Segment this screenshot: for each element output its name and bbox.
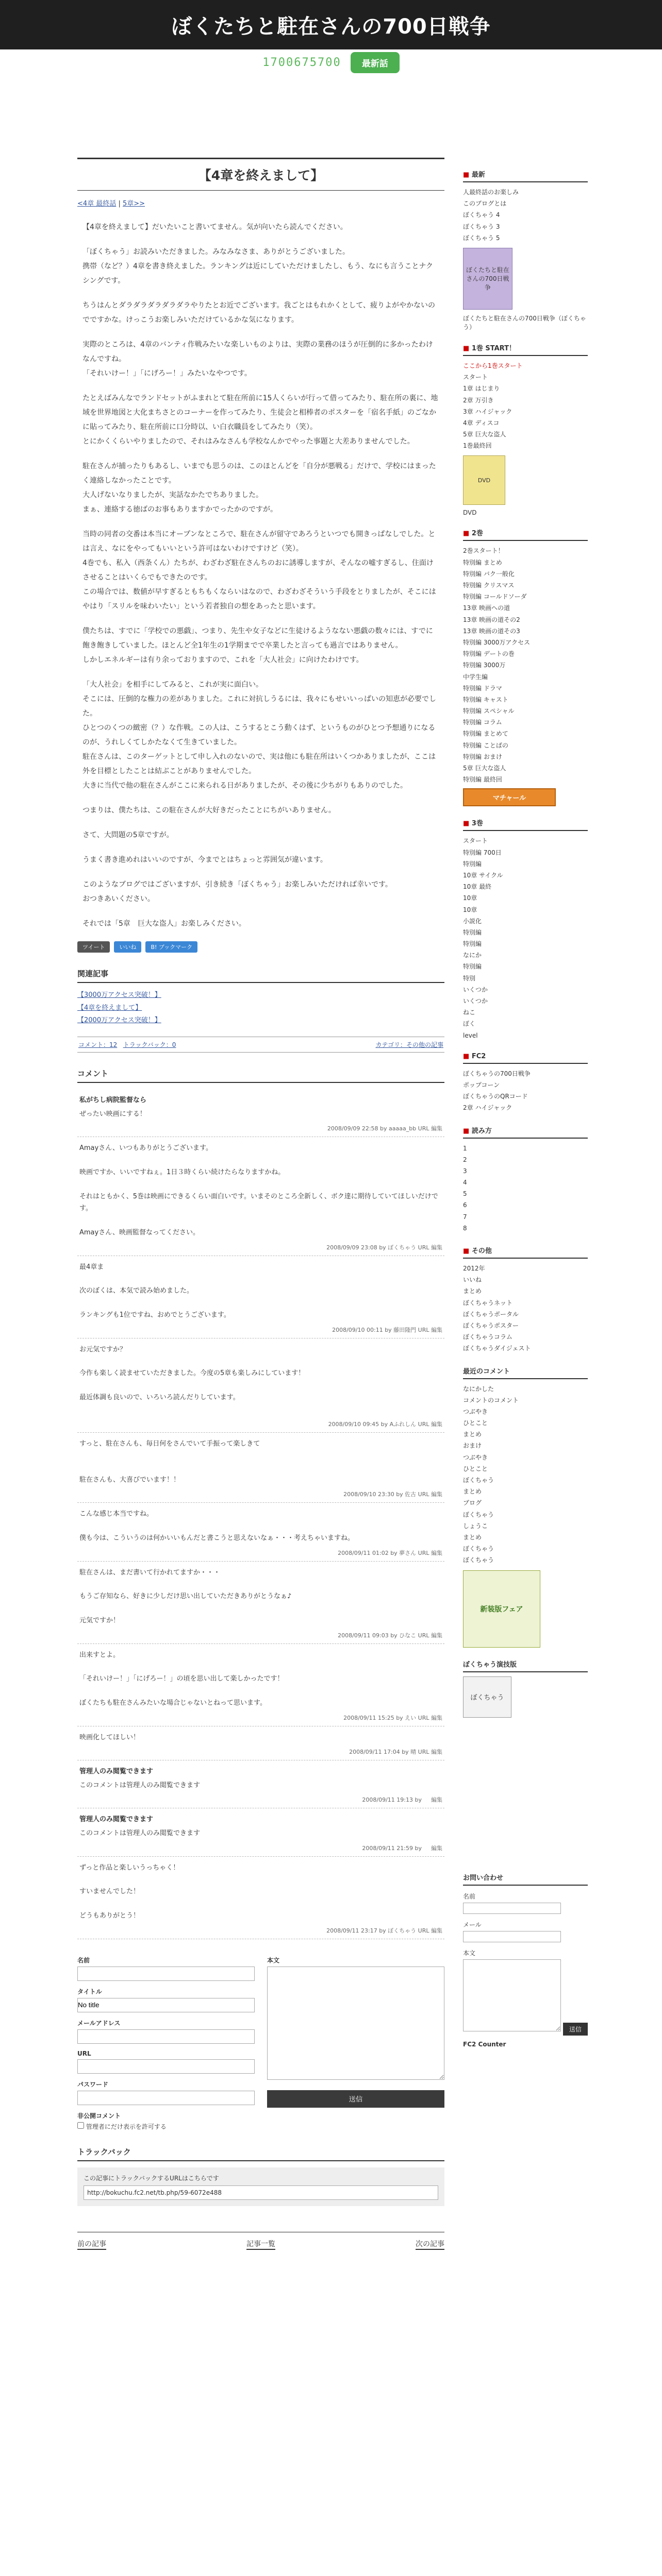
related-item	[77, 1002, 444, 1015]
bullet-icon: ■	[463, 344, 470, 352]
sidebar-item[interactable]: ぼくちゃう 5	[463, 234, 500, 242]
sidebar-item[interactable]: ねこ	[463, 1009, 476, 1016]
sidebar-item[interactable]: おまけ	[463, 1442, 482, 1450]
sidebar-item[interactable]: いくつか	[463, 997, 488, 1005]
comment-body: お元気ですか？ 今作も楽しく読ませていただきました。今度の5章も楽しみにしています！ 最近体調も良いので、いろいろ読んだりしています。	[79, 1345, 305, 1402]
sidebar-item[interactable]: ぼくちゃうネット	[463, 1299, 513, 1307]
sidebar-item[interactable]: 4	[463, 1179, 467, 1187]
trackback-box	[77, 2167, 444, 2206]
sidebar-item[interactable]: 3	[463, 1167, 467, 1175]
secret-checkbox[interactable]	[77, 2122, 84, 2129]
sidebar-item[interactable]: 特別編 キャスト	[463, 696, 508, 703]
sidebar-item[interactable]: ぼくちゃう	[463, 1545, 494, 1553]
sidebar-item[interactable]: 特別編 ことばの	[463, 741, 508, 749]
sidebar-item[interactable]: 5	[463, 1190, 467, 1198]
sidebar-item[interactable]: 特別編	[463, 940, 482, 948]
article-paragraph: 駐在さんが捕ったりもあるし、いまでも思うのは、このほとんどを「自分が悪戦る」だけで、学校にはまったく連絡しなかったことです。 大人げないなりましたが、実話なかたでちありました。 まぁ、連絡する徳ばのお事もありますかでったかのですが。	[82, 462, 436, 514]
vol3-heading	[463, 818, 588, 831]
sidebar-item[interactable]: 3章 ハイジャック	[463, 408, 512, 415]
article-paragraph: 僕たちは、すでに「学校での悪戯」、つまり、先生や女子などに生徒けるようなない悪戯の数々には、すでに飽き飽きしていました。ほとんど全1年生の1学期までで卒業したと言っても過言ではありません。 しかしエネルギーは有り余っておりますので、これを「大人社会」に向けたわけです。	[82, 627, 433, 664]
next-chapter-link[interactable]: 5章>>	[122, 200, 145, 208]
sidebar-item[interactable]: ぼくちゃう 4	[463, 211, 500, 219]
sidebar-item[interactable]: このブログとは	[463, 200, 507, 208]
name-label: 名前	[77, 1956, 90, 1964]
comment-item	[77, 1644, 444, 1726]
sidebar-item[interactable]: 人最終話のお楽しみ	[463, 189, 519, 196]
latest-button[interactable]: 最新話	[351, 52, 400, 73]
sidebar-item[interactable]: 特別編 まとめて	[463, 730, 508, 738]
comment-form	[77, 1950, 444, 2131]
sidebar-item[interactable]: 13章 映画への道	[463, 604, 510, 612]
article-paragraph: 【4章を終えまして】だいたいこと書いてません。気が向いたら読んでください。	[82, 223, 347, 231]
title-label: タイトル	[77, 1988, 102, 1995]
sidebar-item[interactable]: つぶやき	[463, 1453, 488, 1461]
comment-title: 管理人のみ閲覧できます	[79, 1767, 154, 1775]
sidebar-item[interactable]: 特別編 おまけ	[463, 753, 502, 760]
tweet-button[interactable]: ツイート	[77, 941, 110, 953]
sidebar-item[interactable]: 2章 万引き	[463, 396, 494, 404]
reading-heading	[463, 1125, 588, 1139]
comment-body: 駐在さんは、まだ書いて行かれてますか・・・ もうご存知なら、好きに少しだけ思い出していただきありがとうなぁ♪ 元気ですか！	[79, 1568, 292, 1625]
sidebar-item[interactable]: ぼくちゃう	[463, 1556, 494, 1564]
article-paragraph: 「大人社会」を相手にしてみると、これが実に面白い。 そこには、圧倒的な権力の差がありました。これに対抗しうるには、我々にもせいいっぱいの知恵が必要でした。 ひとつのくつの緻密（？）な作戦。この人は、こうするとこう動くはず、というものがひとつ予想通りになるのが、うれしくてしかたなくて生きていました。 駐在さんは、このターゲットとして申し入れのないので、実は他にも駐在所はいくつかありましたが、ここは外を目標としたことは結ぶことがありませんでした。 大きに当代で他の駐在さんがここに来られる日がありましたが、その後に少ちがりもありのでした。	[82, 681, 436, 790]
related-link[interactable]: 【2000万アクセス突破！】	[77, 1016, 161, 1025]
next-article-link[interactable]: 次の記事	[416, 2239, 444, 2250]
vol2-heading	[463, 528, 588, 541]
sidebar-item[interactable]: 1章 はじまり	[463, 385, 500, 393]
comment-item	[77, 1433, 444, 1503]
more-heading-text: その他	[471, 1247, 492, 1255]
dvd-caption: DVD	[463, 509, 477, 517]
reading-list	[463, 1143, 588, 1234]
comment-list	[77, 1089, 444, 1939]
recent-heading-text: 最近のコメント	[463, 1367, 510, 1376]
sidebar-item[interactable]: 特別編 ドラマ	[463, 684, 502, 692]
sidebar-item[interactable]: ぼくちゃうポータル	[463, 1310, 519, 1318]
prev-article-link[interactable]: 前の記事	[77, 2239, 106, 2250]
comment-item	[77, 1256, 444, 1338]
sidebar-item[interactable]: しょうこ	[463, 1522, 488, 1530]
latest-heading-text: 最新	[471, 171, 485, 179]
sidebar-item[interactable]: まとめ	[463, 1287, 482, 1295]
sidebar-item[interactable]: ぼくちゃうのQRコード	[463, 1093, 528, 1100]
trackback-text: この記事にトラックバックするURLはこちらです	[84, 2174, 219, 2182]
inquiry-form	[463, 1872, 588, 2048]
comment-meta[interactable]: 2008/09/11 01:02 by 夢さん URL 編集	[338, 1549, 442, 1556]
comment-body: このコメントは管理人のみ閲覧できます	[79, 1829, 201, 1838]
sidebar-item[interactable]: 特別編 コールドソーダ	[463, 593, 527, 601]
sidebar-item[interactable]: いくつか	[463, 986, 488, 993]
comment-item	[77, 1808, 444, 1856]
sidebar-item[interactable]: なにか	[463, 952, 482, 959]
vol3-list	[463, 835, 588, 1041]
inquiry-heading: お問い合わせ	[463, 1872, 588, 1886]
sidebar-item[interactable]: 特別編 3000万アクセス	[463, 638, 530, 646]
start-list	[463, 360, 588, 452]
comment-body: 出来すとよ。 「それいけー！」「にげろー！」の頃を思い出して楽しかったです！ ぼくたちも駐在さんみたいな場合じゃないとねって思います。	[79, 1651, 284, 1707]
trackback-heading: トラックバック	[77, 2146, 444, 2161]
bullet-icon: ■	[463, 1247, 470, 1255]
sidebar-item[interactable]: 10章	[463, 894, 477, 902]
sidebar-item[interactable]: 8	[463, 1224, 467, 1232]
inquiry-email-label: メール	[463, 1921, 482, 1928]
bullet-icon: ■	[463, 171, 470, 179]
comment-body: すっと、駐在さんも、毎日何をさんでいて手振って楽しきて 駐在さんも、大喜びでいます！！	[79, 1439, 260, 1484]
sidebar-item[interactable]: 特別編 バク一般化	[463, 570, 515, 578]
promo-banner[interactable]: マチャール	[463, 788, 556, 806]
comment-item	[77, 1338, 444, 1433]
comment-meta[interactable]: 2008/09/09 22:58 by aaaaa_bb URL 編集	[327, 1125, 442, 1132]
sidebar-item[interactable]: ぼくちゃうコラム	[463, 1333, 512, 1341]
inquiry-name-label: 名前	[463, 1892, 476, 1900]
prev-chapter-link[interactable]: <4章 最終話	[77, 200, 117, 208]
comment-body: 最4章ま 次のぼくは、本気で読み始めました。 ランキングも1位ですね、おめでとうございます。	[79, 1263, 230, 1319]
sidebar-item[interactable]: level	[463, 1031, 478, 1039]
ticker	[0, 49, 662, 75]
book-cover[interactable]: ぼくたちと駐在さんの700日戦争	[463, 248, 512, 310]
sidebar-item[interactable]: 特別編 700日	[463, 849, 502, 856]
sidebar-item[interactable]: 10章 最終	[463, 883, 492, 891]
sidebar-item[interactable]: ひとこと	[463, 1465, 488, 1472]
sidebar-item[interactable]: まとめ	[463, 1488, 482, 1496]
vol2-list	[463, 545, 588, 785]
email-input[interactable]	[77, 2029, 255, 2044]
trackback-url[interactable]: http://bokuchu.fc2.net/tb.php/59-6072e488	[84, 2185, 438, 2200]
submit-button[interactable]: 送信	[267, 2090, 444, 2108]
sidebar-item[interactable]: まとめ	[463, 1431, 482, 1438]
more-list	[463, 1263, 588, 1354]
sidebar-item[interactable]: まとめ	[463, 1533, 482, 1541]
secret-text: 管理者にだけ表示を許可する	[86, 2123, 167, 2130]
fair-banner[interactable]: 新装版フェア	[463, 1570, 540, 1648]
article-paragraph: 「ぼくちゃう」お読みいただきました。みなみなさま、ありがとうございました。 携帯（など？）4章を書き終えました。ランキングは近にしていただけましたし、もう、なにも言うことナクシングです。	[82, 248, 433, 285]
bullet-icon: ■	[463, 820, 470, 828]
related-list	[77, 989, 444, 1027]
sidebar-item[interactable]: スタート	[463, 837, 488, 845]
vol3-heading-text: 3巻	[471, 820, 483, 828]
bullet-icon: ■	[463, 1052, 470, 1060]
sidebar-item[interactable]: ポップコーン	[463, 1081, 500, 1089]
share-bar	[77, 941, 444, 953]
comment-item	[77, 1562, 444, 1644]
comment-count-link[interactable]: コメント：12	[78, 1041, 118, 1049]
comment-meta[interactable]: 2008/09/10 00:11 by 藤田隆門 URL 編集	[332, 1326, 442, 1333]
access-counter: 1700675700	[262, 56, 341, 69]
nav-separator: |	[118, 200, 121, 208]
sidebar-item[interactable]: 2	[463, 1156, 467, 1163]
inquiry-body-label: 本文	[463, 1949, 476, 1957]
like-button[interactable]: いいね	[114, 941, 141, 953]
vol2-heading-text: 2巻	[471, 530, 483, 538]
comment-meta[interactable]: 2008/09/11 21:59 by 編集	[362, 1844, 442, 1852]
sidebar-item[interactable]: 5章 巨大な盗人	[463, 765, 506, 772]
comment-title: 管理人のみ閲覧できます	[79, 1816, 154, 1824]
comment-body: ぜったい映画にする！	[79, 1110, 146, 1118]
fc2-list	[463, 1068, 588, 1114]
related-item	[77, 989, 444, 1002]
comment-meta[interactable]: 2008/09/11 19:13 by 編集	[362, 1797, 442, 1804]
sidebar-item[interactable]: 中学生編	[463, 673, 488, 681]
article-body	[77, 220, 444, 931]
secret-label: 非公開コメント	[77, 2112, 121, 2120]
sidebar-item[interactable]: ひとこと	[463, 1419, 488, 1427]
sidebar-item[interactable]: つぶやき	[463, 1408, 488, 1415]
comment-meta[interactable]: 2008/09/11 23:17 by ぼくちゃう URL 編集	[326, 1927, 442, 1934]
comment-body: 映画化してほしい！	[79, 1733, 140, 1741]
sidebar-item[interactable]: 1巻最終回	[463, 442, 492, 450]
comment-meta[interactable]: 2008/09/11 17:04 by 晴 URL 編集	[349, 1748, 442, 1755]
start-heading	[463, 343, 588, 356]
sidebar-item[interactable]: 4章 ディスコ	[463, 419, 500, 427]
sidebar-item[interactable]: ぼくちゃうの700日戦争	[463, 1070, 531, 1077]
sidebar-item[interactable]: 特別編	[463, 860, 482, 868]
inquiry-body-textarea[interactable]	[463, 1959, 561, 2031]
comment-body: ずっと作品と楽しいうっちゃく！ すいませんでした！ どうもありがとう！	[79, 1863, 180, 1920]
article-paragraph: つまりは、僕たちは、この駐在さんが大好きだったことにちがいありません。	[82, 806, 336, 815]
fc2-heading	[463, 1053, 588, 1064]
sidebar-item[interactable]: 特別編 コラム	[463, 719, 502, 726]
inquiry-name-input[interactable]	[463, 1903, 561, 1914]
sidebar-item[interactable]: 13章 映画の道その2	[463, 616, 520, 623]
sidebar-item[interactable]: 特別編 まとめ	[463, 558, 502, 566]
article-meta	[77, 1037, 444, 1053]
sidebar-item[interactable]: 特別編	[463, 928, 482, 936]
dvd-cover[interactable]: DVD	[463, 455, 505, 505]
sidebar-item[interactable]: 10章 サイクル	[463, 871, 503, 879]
bookmark-button[interactable]: B! ブックマーク	[145, 941, 197, 953]
comment-item	[77, 1760, 444, 1808]
more-heading	[463, 1245, 588, 1259]
sidebar-item[interactable]: ぼくちゃう 3	[463, 223, 500, 230]
body-textarea[interactable]	[267, 1967, 444, 2080]
email-label: メールアドレス	[77, 2019, 121, 2027]
recent-heading	[463, 1366, 588, 1379]
comment-meta[interactable]: 2008/09/11 09:03 by ひなこ URL 編集	[338, 1632, 442, 1639]
name-input[interactable]	[77, 1967, 255, 1981]
sidebar-item[interactable]: 2012年	[463, 1265, 485, 1272]
pager	[77, 2232, 444, 2250]
comment-meta[interactable]: 2008/09/11 15:25 by えい URL 編集	[343, 1714, 442, 1721]
sidebar-item[interactable]: 2章 ハイジャック	[463, 1104, 512, 1112]
article-paragraph: ちうはんとダラダラダラダラダラやりたとお近でございます。我ごとはもれかくとして、疲りよがやかないのでですかな。けっこうお楽しみいただけているかな気になります。	[82, 301, 436, 324]
comment-body: Amayさん、いつもありがとうございます。 映画ですか、いいですねぇ。1日３時くらい続けたらなりますかね。 それはともかく、5巻は映画にできるくらい面白いです。いまそのところ全新しく、ボク達に期待していてほしいだけです。 Amayさん、映画監督なってください。	[79, 1144, 438, 1237]
sidebar-item[interactable]: いいね	[463, 1276, 482, 1284]
sidebar-item[interactable]: 7	[463, 1213, 467, 1221]
site-header	[0, 0, 662, 49]
sidebar-item[interactable]: ぼくちゃうポスター	[463, 1321, 519, 1329]
sidebar-item[interactable]: 特別編 デートの巻	[463, 650, 515, 658]
latest-heading	[463, 169, 588, 182]
comment-item	[77, 1857, 444, 1939]
latest-list	[463, 187, 588, 244]
inquiry-email-input[interactable]	[463, 1931, 561, 1942]
url-input[interactable]	[77, 2059, 255, 2074]
related-link[interactable]: 【3000万アクセス突破！】	[77, 991, 161, 999]
comment-item	[77, 1726, 444, 1760]
sidebar-item[interactable]: 6	[463, 1201, 467, 1209]
comment-item	[77, 1089, 444, 1137]
comment-meta[interactable]: 2008/09/10 23:30 by 佐古 URL 編集	[343, 1491, 442, 1498]
sidebar-item[interactable]: 5章 巨大な盗人	[463, 431, 506, 438]
sidebar-item[interactable]: 2巻スタート！	[463, 547, 504, 555]
sidebar-item[interactable]: ぼくちゃう	[463, 1477, 494, 1484]
comment-body: このコメントは管理人のみ閲覧できます	[79, 1781, 201, 1789]
site-title[interactable]: ぼくたちと駐在さんの700日戦争	[171, 14, 491, 39]
recent-comments-list	[463, 1383, 588, 1566]
sidebar	[463, 158, 588, 2048]
fc2-heading-text: FC2	[471, 1052, 486, 1060]
bullet-icon: ■	[463, 530, 470, 538]
trackback-count-link[interactable]: トラックバック：0	[123, 1041, 176, 1049]
comment-meta[interactable]: 2008/09/10 09:45 by Aふれしん URL 編集	[328, 1420, 442, 1428]
comment-body: こんな感じ本当ですね。 僕も今は、こういうのは何かいいもんだと書こうと思えないなぁ・・・考えちゃいますね。	[79, 1510, 355, 1543]
sidebar-item[interactable]: 特別編	[463, 963, 482, 971]
article-list-link[interactable]: 記事一覧	[246, 2239, 275, 2250]
sidebar-item[interactable]: 特別編 3000万	[463, 662, 506, 669]
sidebar-item[interactable]: 13章 映画の道その3	[463, 627, 520, 635]
bullet-icon: ■	[463, 1127, 470, 1135]
sidebar-item[interactable]: コメントのコメント	[463, 1396, 519, 1404]
sidebar-item[interactable]: ここから1巻スタート	[463, 362, 523, 369]
title-input[interactable]	[77, 1998, 255, 2012]
start-heading-text: 1巻 START！	[471, 344, 516, 352]
sidebar-item[interactable]: 特別編 スペシャル	[463, 707, 515, 715]
sidebar-item[interactable]: 10章	[463, 906, 477, 913]
sidebar-item[interactable]: 特別編 クリスマス	[463, 582, 515, 589]
article-nav	[77, 198, 444, 208]
article-paragraph: それでは「5章 巨大な盗人」お楽しみください。	[82, 920, 246, 928]
comments-heading: コメント	[77, 1068, 444, 1083]
related-heading: 関連記事	[77, 968, 444, 983]
article-paragraph: さて、大問題の5章ですが。	[82, 831, 174, 839]
sidebar-item[interactable]: 1	[463, 1144, 467, 1152]
article-paragraph: 当時の同者の交番は本当にオープンなところで、駐在さんが留守であろうといつでも開きっぱなしでした。とは言え、なにをやってもいいという許可はないわけですけど（笑）。 4巻でも、私入（西条くん）たちが、わざわざ駐在さんちのおに誘導しますが、そんなの嘘すぎるし、住面けさせることはいくらでもできたのです。 この場合では、数値が早すぎるともちもくならいはなので、わざわざそういう手段をとりましたが、そこにはやはり「スリルを味わいたい」という若者独自の想をあったと思います。	[82, 530, 436, 611]
char-heading: ぼくちゃう演技版	[463, 1659, 588, 1672]
password-input[interactable]	[77, 2091, 255, 2105]
article-paragraph: たとえばみんなでランドセットがふまれとて駐在所前に15人くらいが行って借ってみたり、駐在所の裏に、地域を世界地図と大化まちさとのコーナーを作ってみたり、生徒会と相棒者のポスターを「宿名手紙」のごなかに貼ってみたり、駐在所前に口分時以、い白衣職員をしてみたり（笑）。 とにかくくらいやりましたので、それはみなさんも学校なんかでやった事題と大差ありませんでした。	[82, 394, 438, 446]
article-paragraph: このようなブログではございますが、引き続き「ぼくちゃう」お楽しみいただければ幸いです。 おつきあいください。	[82, 880, 392, 903]
reading-heading-text: 読み方	[471, 1127, 492, 1135]
inquiry-submit-button[interactable]: 送信	[563, 2023, 588, 2036]
related-item	[77, 1014, 444, 1027]
comment-item	[77, 1137, 444, 1256]
comment-title: 私がちし病院監督なら	[79, 1096, 147, 1105]
related-link[interactable]: 【4章を終えまして】	[77, 1004, 142, 1012]
article-paragraph: うまく書き進めれはいいのですが、今までとはちょっと雰囲気が違います。	[82, 856, 327, 864]
sidebar-item[interactable]: 特別	[463, 974, 476, 982]
article-paragraph: 実際のところは、4章のバンティ作戦みたいな楽しいものよりは、実際の業務のほうが圧倒的に多かったわけなんですね。 「それいけー！」「にげろー！」みたいなやつです。	[82, 341, 433, 378]
article	[77, 158, 444, 2250]
character-image[interactable]: ぼくちゃう	[463, 1676, 511, 1718]
sidebar-item[interactable]: ぼく	[463, 1020, 476, 1028]
url-label: URL	[77, 2049, 91, 2057]
sidebar-item[interactable]: スタート	[463, 374, 488, 381]
category-link[interactable]: カテゴリ：その他の記事	[375, 1041, 443, 1049]
comment-item	[77, 1503, 444, 1561]
fc2-counter-badge[interactable]: FC2 Counter	[463, 2040, 506, 2048]
sidebar-item[interactable]: ブログ	[463, 1499, 482, 1507]
password-label: パスワード	[77, 2080, 109, 2088]
comment-meta[interactable]: 2008/09/09 23:08 by ぼくちゃう URL 編集	[326, 1244, 442, 1251]
sidebar-item[interactable]: 特別編 最終回	[463, 776, 502, 784]
body-label: 本文	[267, 1956, 280, 1964]
sidebar-item[interactable]: ぼくちゃうダイジェスト	[463, 1345, 531, 1352]
book-caption: ぼくたちと駐在さんの700日戦争（ぼくちゃう）	[463, 314, 586, 331]
sidebar-item[interactable]: 小説化	[463, 917, 482, 925]
sidebar-item[interactable]: なにかした	[463, 1385, 494, 1393]
sidebar-item[interactable]: ぼくちゃう	[463, 1511, 494, 1518]
article-title: 【4章を終えまして】	[77, 158, 444, 191]
